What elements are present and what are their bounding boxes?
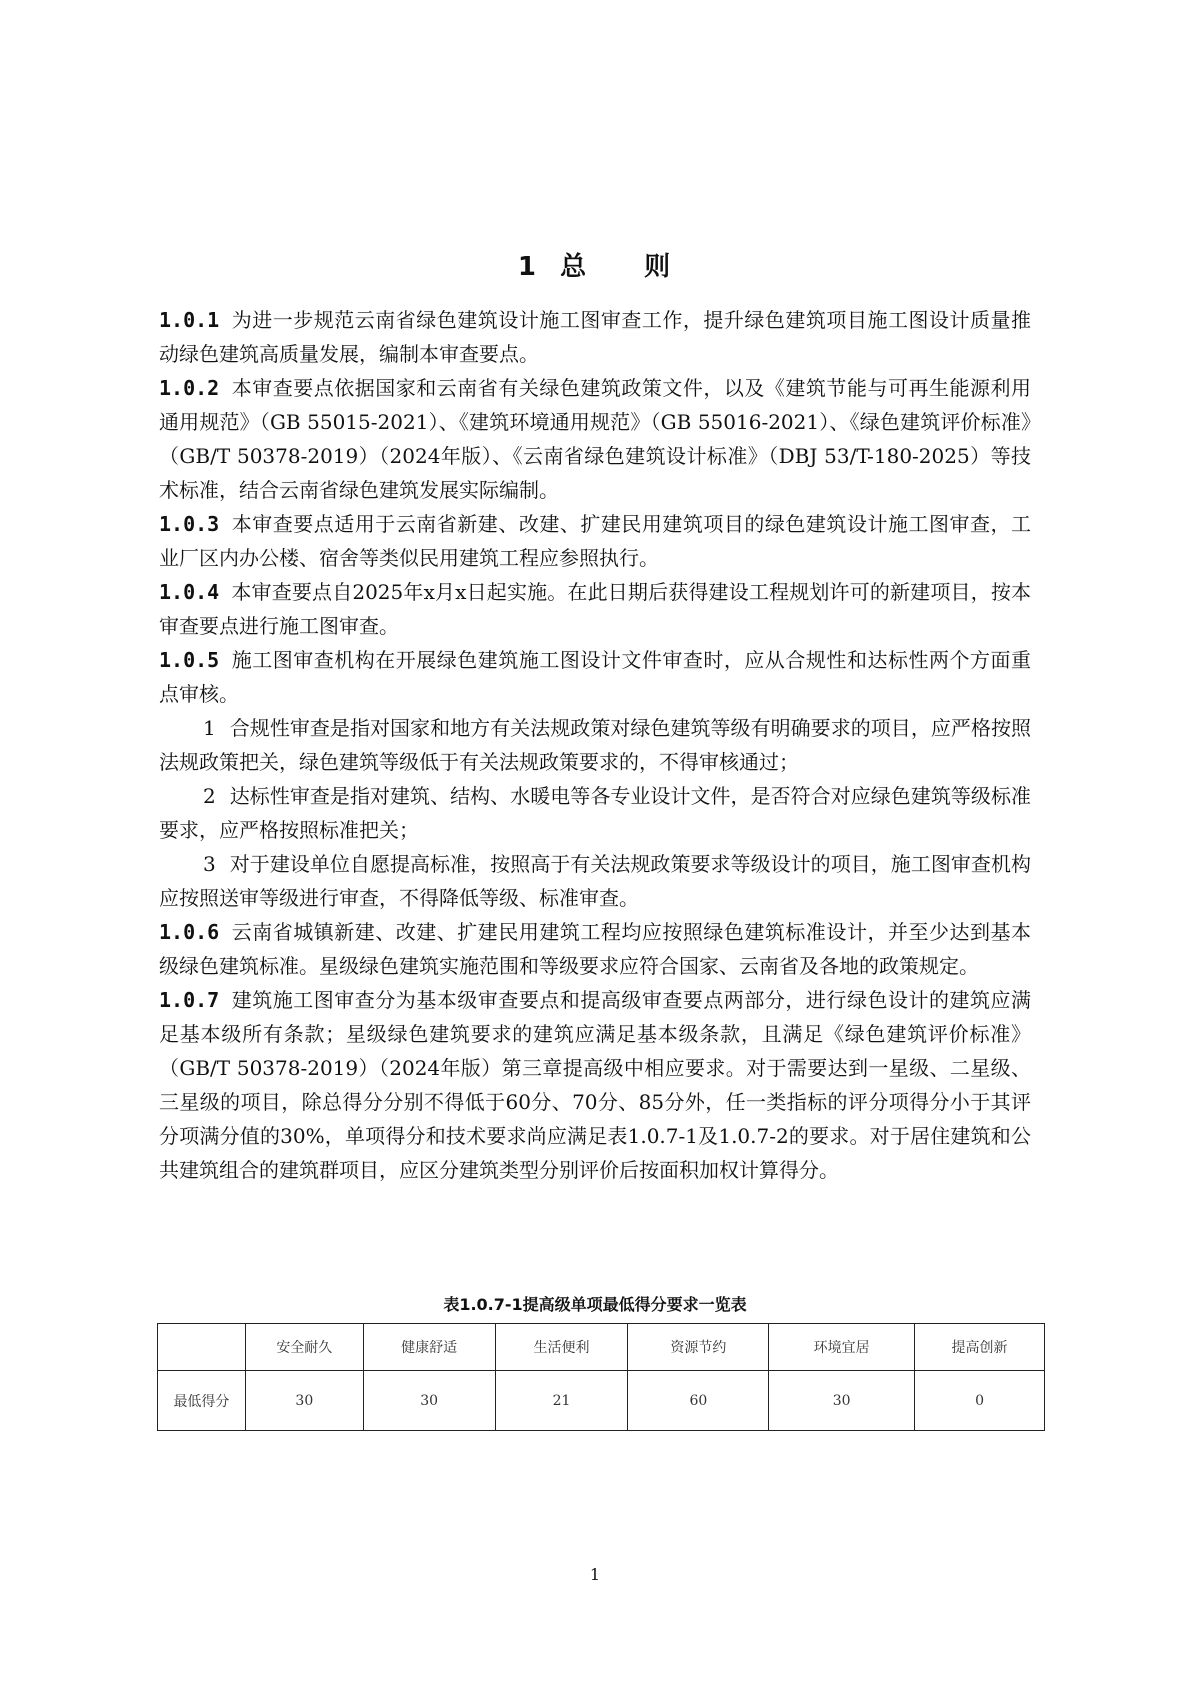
table-cell: 0 — [915, 1371, 1045, 1431]
item-number: 1 — [203, 716, 216, 740]
clause — [159, 303, 1031, 371]
item-number: 2 — [203, 784, 216, 808]
clause — [159, 643, 1031, 711]
document-body — [159, 303, 1031, 1187]
table-header-cell: 环境宜居 — [769, 1324, 915, 1371]
page-number: 1 — [589, 1565, 601, 1584]
sub-item — [159, 847, 1031, 915]
table-cell: 30 — [363, 1371, 495, 1431]
clause-text: 云南省城镇新建、改建、扩建民用建筑工程均应按照绿色建筑标准设计，并至少达到基本级绿色建筑标准。星级绿色建筑实施范围和等级要求应符合国家、云南省及各地的政策规定。 — [159, 920, 1031, 978]
table-caption: 表1.0.7-1提高级单项最低得分要求一览表 — [443, 1295, 747, 1314]
table-cell: 30 — [769, 1371, 915, 1431]
chapter-title — [0, 246, 1190, 283]
clause — [159, 575, 1031, 643]
clause-number: 1.0.3 — [159, 512, 220, 536]
clause-text: 施工图审查机构在开展绿色建筑施工图设计文件审查时，应从合规性和达标性两个方面重点审核。 — [159, 648, 1031, 706]
table-header-cell: 提高创新 — [915, 1324, 1045, 1371]
clause-text: 建筑施工图审查分为基本级审查要点和提高级审查要点两部分，进行绿色设计的建筑应满足基本级所有条款；星级绿色建筑要求的建筑应满足基本级条款，且满足《绿色建筑评价标准》（GB/T 50378-2019）（2024年版）第三章提高级中相应要求。对于需要达到一星级、二星级、三星级的项目，除总得分分别不得低于60分、70分、85分外，任一类指标的评分项得分小于其评分项满分值的30%，单项得分和技术要求尚应满足表1.0.7-1及1.0.7-2的要求。对于居住建筑和公共建筑组合的建筑群项目，应区分建筑类型分别评价后按面积加权计算得分。 — [159, 988, 1031, 1182]
sub-item — [159, 779, 1031, 847]
clause-number: 1.0.7 — [159, 988, 220, 1012]
item-text: 对于建设单位自愿提高标准，按照高于有关法规政策要求等级设计的项目，施工图审查机构应按照送审等级进行审查，不得降低等级、标准审查。 — [159, 852, 1031, 910]
item-number: 3 — [203, 852, 216, 876]
clause-number: 1.0.4 — [159, 580, 220, 604]
table-cell: 60 — [628, 1371, 769, 1431]
chapter-number: 1 — [517, 252, 538, 282]
table-cell: 21 — [495, 1371, 628, 1431]
clause-number: 1.0.5 — [159, 648, 220, 672]
clause-text: 本审查要点适用于云南省新建、改建、扩建民用建筑项目的绿色建筑设计施工图审查，工业厂区内办公楼、宿舍等类似民用建筑工程应参照执行。 — [159, 512, 1031, 570]
score-table — [157, 1323, 1045, 1431]
clause-text: 本审查要点依据国家和云南省有关绿色建筑政策文件，以及《建筑节能与可再生能源利用通用规范》（GB 55015-2021）、《建筑环境通用规范》（GB 55016-2021）、《绿色建筑评价标准》（GB/T 50378-2019）（2024年版）、《云南省绿色建筑设计标准》（DBJ 53/T-180-2025）等技术标准，结合云南省绿色建筑发展实际编制。 — [159, 376, 1031, 502]
table-header-cell: 安全耐久 — [245, 1324, 363, 1371]
item-text: 达标性审查是指对建筑、结构、水暖电等各专业设计文件，是否符合对应绿色建筑等级标准要求，应严格按照标准把关； — [159, 784, 1031, 842]
chapter-title-word: 则 — [644, 252, 673, 282]
table-header-row — [158, 1324, 1045, 1371]
table-row — [158, 1371, 1045, 1431]
table-header-cell: 健康舒适 — [363, 1324, 495, 1371]
table-header-cell: 资源节约 — [628, 1324, 769, 1371]
sub-item — [159, 711, 1031, 779]
clause — [159, 915, 1031, 983]
clause-number: 1.0.1 — [159, 308, 220, 332]
row-label: 最低得分 — [158, 1371, 246, 1431]
table-header-cell — [158, 1324, 246, 1371]
table-cell: 30 — [245, 1371, 363, 1431]
item-text: 合规性审查是指对国家和地方有关法规政策对绿色建筑等级有明确要求的项目，应严格按照法规政策把关，绿色建筑等级低于有关法规政策要求的，不得审核通过； — [159, 716, 1031, 774]
clause — [159, 983, 1031, 1187]
clause — [159, 507, 1031, 575]
clause-number: 1.0.2 — [159, 376, 220, 400]
clause — [159, 371, 1031, 507]
table-header-cell: 生活便利 — [495, 1324, 628, 1371]
clause-text: 本审查要点自2025年x月x日起实施。在此日期后获得建设工程规划许可的新建项目，按本审查要点进行施工图审查。 — [159, 580, 1031, 638]
clause-number: 1.0.6 — [159, 920, 220, 944]
chapter-title-word: 总 — [560, 252, 589, 282]
clause-text: 为进一步规范云南省绿色建筑设计施工图审查工作，提升绿色建筑项目施工图设计质量推动绿色建筑高质量发展，编制本审查要点。 — [159, 308, 1031, 366]
